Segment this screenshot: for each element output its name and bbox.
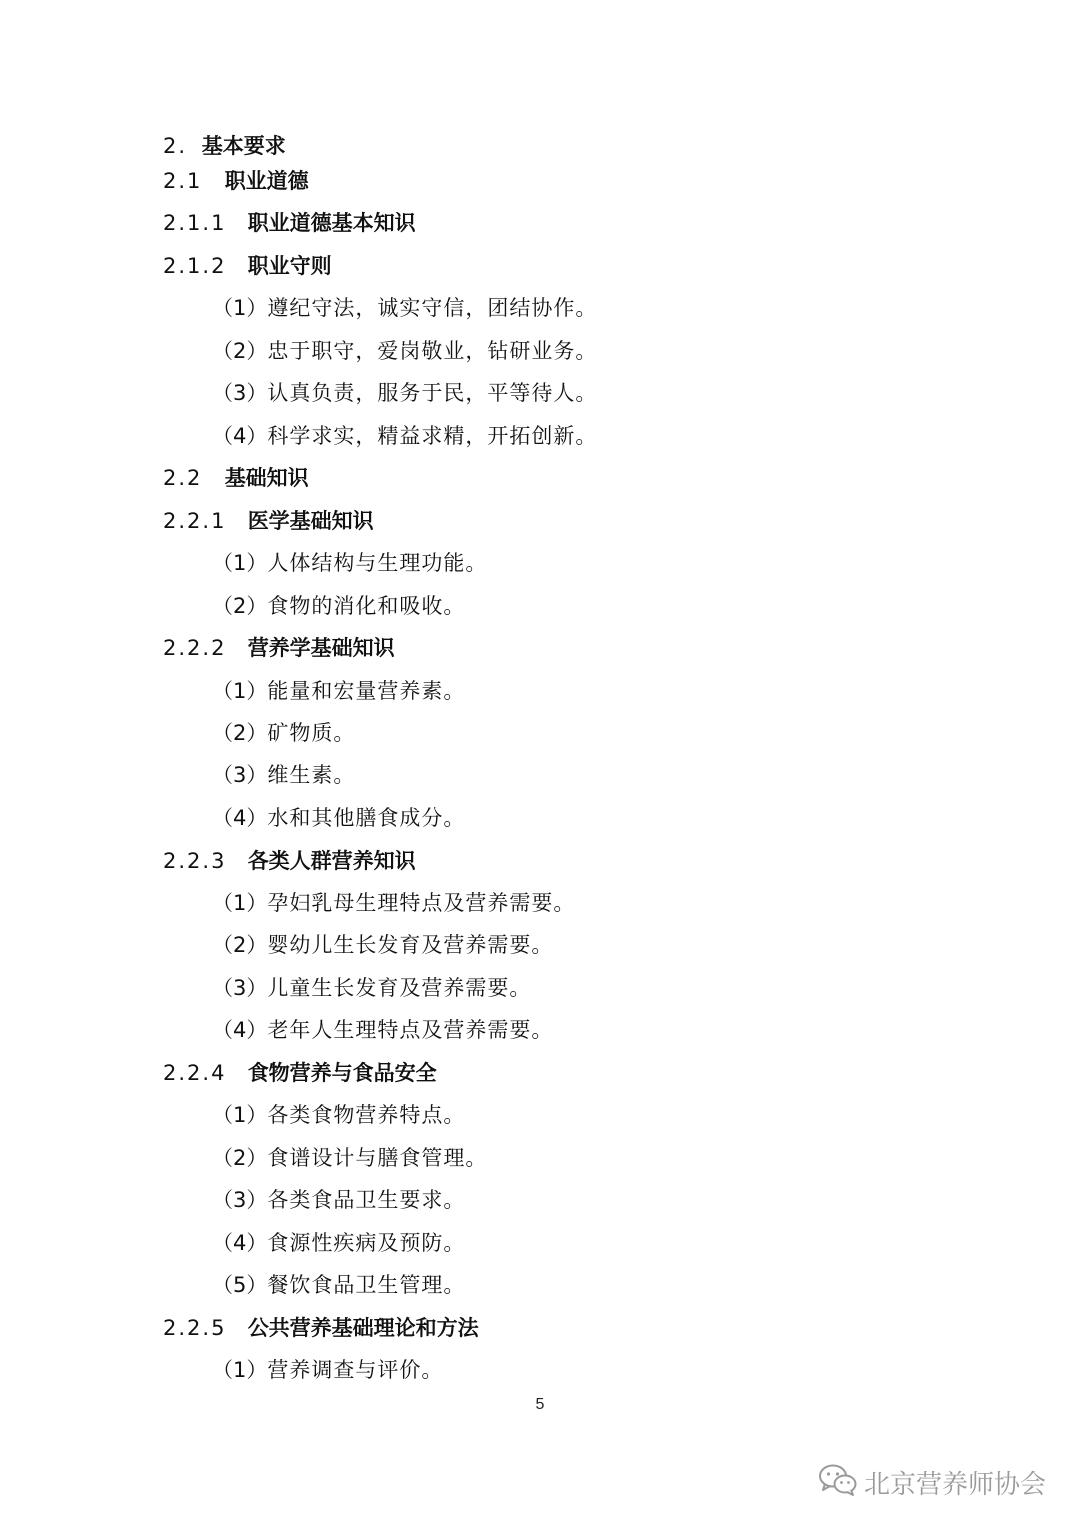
list-item-number: （1） [212, 296, 268, 320]
list-item-text: 能量和宏量营养素。 [267, 679, 466, 703]
section-number: 2. [163, 134, 188, 158]
list-item-text: 矿物质。 [267, 721, 356, 745]
list-item-number: （2） [212, 933, 268, 957]
list-item-text: 人体结构与生理功能。 [267, 551, 488, 575]
subsubsection-number: 2.2.4 [163, 1061, 227, 1085]
subsection-heading [163, 166, 309, 196]
list-item [212, 591, 465, 621]
list-item-text: 忠于职守，爱岗敬业，钻研业务。 [267, 339, 598, 363]
list-item-text: 水和其他膳食成分。 [267, 806, 466, 830]
watermark [818, 1462, 1046, 1502]
subsection-title: 职业道德 [224, 169, 309, 193]
subsubsection-number: 2.2.3 [163, 849, 227, 873]
list-item-text: 各类食物营养特点。 [267, 1103, 466, 1127]
subsection-heading [163, 463, 309, 493]
list-item [212, 1100, 465, 1130]
list-item-text: 婴幼儿生长发育及营养需要。 [267, 933, 554, 957]
list-item-number: （5） [212, 1273, 268, 1297]
list-item-number: （2） [212, 339, 268, 363]
list-item-text: 科学求实，精益求精，开拓创新。 [267, 424, 598, 448]
subsubsection-heading [163, 208, 416, 238]
subsubsection-title: 各类人群营养知识 [247, 849, 416, 873]
list-item [212, 378, 597, 408]
list-item [212, 676, 465, 706]
list-item [212, 973, 531, 1003]
section-heading [163, 131, 286, 161]
list-item [212, 1185, 465, 1215]
list-item-number: （1） [212, 551, 268, 575]
list-item [212, 760, 355, 790]
list-item-number: （4） [212, 1231, 268, 1255]
list-item-text: 孕妇乳母生理特点及营养需要。 [267, 891, 576, 915]
list-item [212, 1228, 465, 1258]
section-title: 基本要求 [201, 134, 286, 158]
list-item [212, 293, 597, 323]
subsubsection-title: 食物营养与食品安全 [247, 1061, 437, 1085]
list-item-number: （4） [212, 1018, 268, 1042]
subsubsection-heading [163, 1313, 479, 1343]
list-item-number: （3） [212, 976, 268, 1000]
list-item [212, 548, 487, 578]
watermark-text: 北京营养师协会 [864, 1469, 1047, 1500]
list-item-text: 食源性疾病及预防。 [267, 1231, 466, 1255]
subsubsection-number: 2.2.1 [163, 509, 227, 533]
list-item-number: （3） [212, 381, 268, 405]
subsection-title: 基础知识 [224, 466, 309, 490]
list-item [212, 1355, 443, 1385]
list-item [212, 421, 597, 451]
subsubsection-heading [163, 633, 395, 663]
list-item [212, 803, 465, 833]
subsubsection-heading [163, 506, 374, 536]
list-item [212, 1143, 487, 1173]
list-item-number: （2） [212, 721, 268, 745]
list-item-number: （2） [212, 594, 268, 618]
list-item-number: （1） [212, 679, 268, 703]
subsubsection-title: 公共营养基础理论和方法 [247, 1316, 479, 1340]
list-item-number: （3） [212, 1188, 268, 1212]
subsection-number: 2.1 [163, 169, 203, 193]
list-item-number: （3） [212, 763, 268, 787]
subsubsection-heading [163, 251, 332, 281]
list-item [212, 336, 597, 366]
list-item-number: （2） [212, 1146, 268, 1170]
list-item-text: 老年人生理特点及营养需要。 [267, 1018, 554, 1042]
subsubsection-number: 2.2.2 [163, 636, 227, 660]
wechat-icon [818, 1463, 858, 1501]
subsection-number: 2.2 [163, 466, 203, 490]
list-item [212, 1270, 465, 1300]
list-item [212, 930, 553, 960]
list-item-text: 营养调查与评价。 [267, 1358, 444, 1382]
list-item-text: 遵纪守法，诚实守信，团结协作。 [267, 296, 598, 320]
list-item-number: （1） [212, 1358, 268, 1382]
subsubsection-title: 营养学基础知识 [247, 636, 395, 660]
subsubsection-heading [163, 846, 416, 876]
list-item-text: 维生素。 [267, 763, 356, 787]
list-item-text: 餐饮食品卫生管理。 [267, 1273, 466, 1297]
list-item-text: 儿童生长发育及营养需要。 [267, 976, 532, 1000]
list-item-number: （4） [212, 424, 268, 448]
list-item-number: （1） [212, 1103, 268, 1127]
subsubsection-number: 2.2.5 [163, 1316, 227, 1340]
page-number: 5 [535, 1396, 545, 1413]
subsubsection-title: 职业道德基本知识 [247, 211, 416, 235]
list-item-number: （1） [212, 891, 268, 915]
list-item-text: 食物的消化和吸收。 [267, 594, 466, 618]
subsubsection-number: 2.1.2 [163, 254, 227, 278]
list-item-number: （4） [212, 806, 268, 830]
list-item-text: 认真负责，服务于民，平等待人。 [267, 381, 598, 405]
list-item [212, 888, 575, 918]
list-item [212, 718, 355, 748]
list-item-text: 食谱设计与膳食管理。 [267, 1146, 488, 1170]
subsubsection-title: 医学基础知识 [247, 509, 374, 533]
subsubsection-title: 职业守则 [247, 254, 332, 278]
list-item-text: 各类食品卫生要求。 [267, 1188, 466, 1212]
subsubsection-heading [163, 1058, 437, 1088]
list-item [212, 1015, 553, 1045]
subsubsection-number: 2.1.1 [163, 211, 227, 235]
